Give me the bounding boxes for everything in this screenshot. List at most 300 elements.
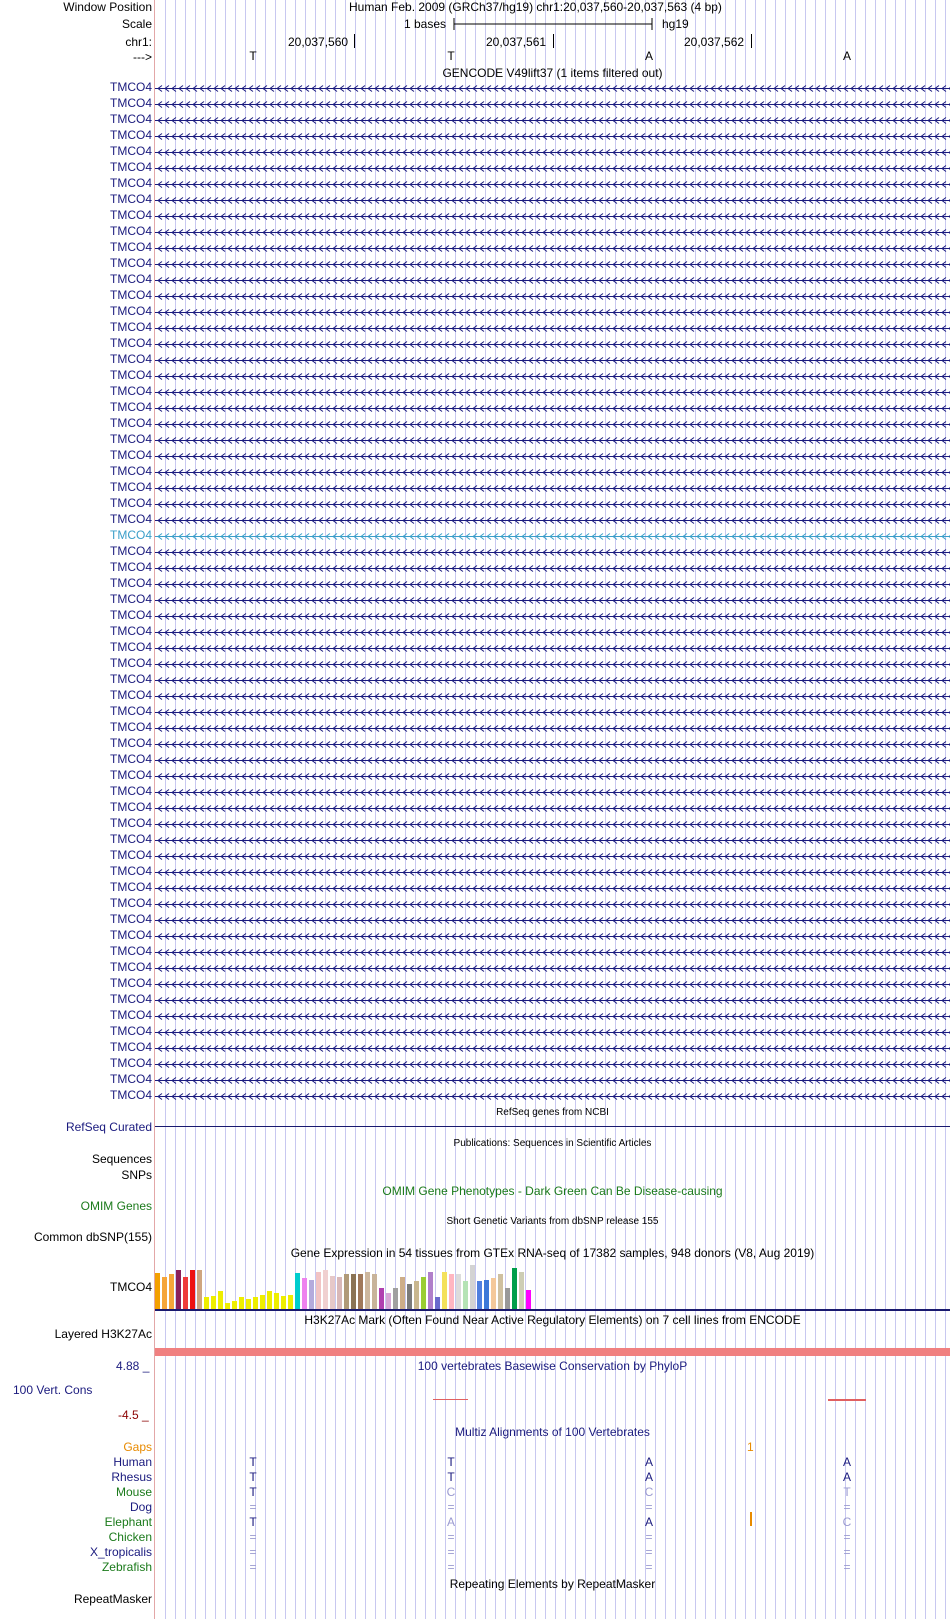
alignment-base: A — [842, 1455, 851, 1469]
gencode-transcript-row[interactable] — [0, 1072, 950, 1088]
transcript-gene-label[interactable]: TMCO4 — [110, 352, 152, 366]
transcript-intron-line[interactable] — [155, 97, 950, 111]
gencode-transcript-row[interactable] — [0, 1024, 950, 1040]
transcript-gene-label[interactable]: TMCO4 — [110, 864, 152, 878]
ref-base-4: A — [842, 49, 851, 63]
transcript-intron-line[interactable] — [155, 385, 950, 399]
transcript-intron-line[interactable] — [155, 241, 950, 255]
refseq-track-title: RefSeq genes from NCBI — [496, 1107, 609, 1118]
transcript-gene-label[interactable]: TMCO4 — [110, 128, 152, 142]
gtex-tissue-bar[interactable] — [470, 1265, 475, 1309]
gencode-transcript-row[interactable] — [0, 560, 950, 576]
gencode-transcript-row[interactable] — [0, 256, 950, 272]
species-label-dog[interactable]: Dog — [129, 1500, 152, 1514]
transcript-gene-label[interactable]: TMCO4 — [110, 688, 152, 702]
transcript-gene-label[interactable]: TMCO4 — [110, 624, 152, 638]
transcript-gene-label[interactable]: TMCO4 — [110, 976, 152, 990]
gencode-transcript-row[interactable] — [0, 224, 950, 240]
gtex-tissue-bar[interactable] — [169, 1274, 174, 1309]
refseq-gene-line[interactable] — [155, 1126, 950, 1127]
gencode-transcript-row[interactable] — [0, 144, 950, 160]
transcript-intron-line[interactable] — [155, 305, 950, 319]
gtex-tissue-bar[interactable] — [260, 1295, 265, 1309]
transcript-gene-label[interactable]: TMCO4 — [110, 816, 152, 830]
alignment-base: = — [447, 1530, 455, 1544]
ref-base-3: A — [644, 49, 653, 63]
gencode-transcript-row[interactable] — [0, 416, 950, 432]
transcript-intron-line[interactable] — [155, 545, 950, 559]
gencode-transcript-row[interactable] — [0, 96, 950, 112]
transcript-gene-label[interactable]: TMCO4 — [110, 992, 152, 1006]
position-tick-1: 20,037,560 — [288, 35, 349, 49]
transcript-intron-line[interactable] — [155, 577, 950, 591]
alignment-base: C — [842, 1515, 852, 1529]
transcript-intron-line[interactable] — [155, 1009, 950, 1023]
transcript-intron-line[interactable] — [155, 785, 950, 799]
gtex-tissue-bar[interactable] — [463, 1281, 468, 1309]
gtex-tissue-bar[interactable] — [337, 1277, 342, 1309]
gtex-tissue-bar[interactable] — [526, 1290, 531, 1309]
alignment-base: A — [644, 1455, 653, 1469]
gencode-transcript-row[interactable] — [0, 832, 950, 848]
transcript-intron-line[interactable] — [155, 657, 950, 671]
transcript-gene-label[interactable]: TMCO4 — [110, 208, 152, 222]
gencode-transcript-row[interactable] — [0, 704, 950, 720]
transcript-intron-line[interactable] — [155, 977, 950, 991]
gencode-transcript-row[interactable] — [0, 208, 950, 224]
gencode-transcript-row[interactable] — [0, 608, 950, 624]
gtex-tissue-bar[interactable] — [288, 1295, 293, 1309]
species-label-chicken[interactable]: Chicken — [108, 1530, 152, 1544]
gtex-tissue-bar[interactable] — [267, 1291, 272, 1309]
gencode-transcript-row[interactable] — [0, 192, 950, 208]
h3k27ac-signal[interactable] — [155, 1348, 950, 1356]
gencode-transcript-row[interactable] — [0, 160, 950, 176]
gencode-transcript-row[interactable] — [0, 816, 950, 832]
transcript-intron-line[interactable] — [155, 1041, 950, 1055]
alignment-base: = — [249, 1530, 257, 1544]
gencode-transcript-row[interactable] — [0, 240, 950, 256]
h3k27ac-track-label[interactable]: Layered H3K27Ac — [54, 1327, 152, 1341]
transcript-intron-line[interactable] — [155, 945, 950, 959]
gtex-tissue-bar[interactable] — [414, 1281, 419, 1309]
gtex-tissue-bar[interactable] — [204, 1297, 209, 1309]
gtex-tissue-bar[interactable] — [505, 1288, 510, 1309]
transcript-gene-label[interactable]: TMCO4 — [110, 256, 152, 270]
gencode-transcript-row[interactable] — [0, 688, 950, 704]
transcript-intron-line[interactable] — [155, 689, 950, 703]
transcript-intron-line[interactable] — [155, 81, 950, 95]
transcript-gene-label[interactable]: TMCO4 — [110, 1088, 152, 1102]
transcript-gene-label[interactable]: TMCO4 — [110, 832, 152, 846]
transcript-intron-line[interactable] — [155, 849, 950, 863]
gencode-transcript-row[interactable] — [0, 432, 950, 448]
gencode-transcript-row[interactable] — [0, 976, 950, 992]
gtex-tissue-bar[interactable] — [456, 1274, 461, 1309]
transcript-gene-label[interactable]: TMCO4 — [110, 640, 152, 654]
gtex-tissue-bar[interactable] — [162, 1277, 167, 1309]
transcript-intron-line[interactable] — [155, 129, 950, 143]
omim-track-label[interactable]: OMIM Genes — [80, 1199, 152, 1213]
gencode-transcript-row[interactable] — [0, 352, 950, 368]
transcript-intron-line[interactable] — [155, 273, 950, 287]
gtex-tissue-bar[interactable] — [281, 1296, 286, 1309]
gtex-tissue-bar[interactable] — [330, 1276, 335, 1309]
gencode-transcript-row[interactable] — [0, 384, 950, 400]
transcript-intron-line[interactable] — [155, 529, 950, 543]
gtex-tissue-bar[interactable] — [316, 1272, 321, 1309]
transcript-intron-line[interactable] — [155, 481, 950, 495]
species-label-rhesus[interactable]: Rhesus — [111, 1470, 152, 1484]
gencode-transcript-row[interactable] — [0, 528, 950, 544]
transcript-gene-label[interactable]: TMCO4 — [110, 448, 152, 462]
gtex-tissue-bar[interactable] — [512, 1268, 517, 1309]
alignment-base: T — [249, 1455, 257, 1469]
transcript-intron-line[interactable] — [155, 433, 950, 447]
omim-track-title: OMIM Gene Phenotypes - Dark Green Can Be Disease-causing — [382, 1184, 723, 1198]
gencode-transcript-row[interactable] — [0, 1056, 950, 1072]
gtex-tissue-bar[interactable] — [372, 1274, 377, 1309]
gencode-transcript-row[interactable] — [0, 848, 950, 864]
transcript-gene-label[interactable]: TMCO4 — [110, 480, 152, 494]
gtex-tissue-bar[interactable] — [358, 1274, 363, 1309]
transcript-intron-line[interactable] — [155, 1057, 950, 1071]
alignment-base: = — [645, 1560, 653, 1574]
gencode-transcript-row[interactable] — [0, 400, 950, 416]
transcript-gene-label[interactable]: TMCO4 — [110, 912, 152, 926]
gencode-transcript-row[interactable] — [0, 304, 950, 320]
gtex-tissue-bar[interactable] — [407, 1284, 412, 1309]
refseq-track-label[interactable]: RefSeq Curated — [65, 1120, 152, 1134]
position-tick-mark-3 — [751, 34, 752, 48]
transcript-gene-label[interactable]: TMCO4 — [110, 1008, 152, 1022]
gencode-transcript-row[interactable] — [0, 336, 950, 352]
transcript-intron-line[interactable] — [155, 721, 950, 735]
alignment-base: = — [249, 1545, 257, 1559]
publications-snps-label[interactable]: SNPs — [121, 1168, 152, 1182]
phylop-signal-4 — [828, 1399, 866, 1401]
gencode-transcript-row[interactable] — [0, 800, 950, 816]
transcript-gene-label[interactable]: TMCO4 — [110, 224, 152, 238]
transcript-intron-line[interactable] — [155, 417, 950, 431]
transcript-intron-line[interactable] — [155, 993, 950, 1007]
transcript-intron-line[interactable] — [155, 961, 950, 975]
gencode-transcript-row[interactable] — [0, 960, 950, 976]
transcript-gene-label[interactable]: TMCO4 — [110, 1040, 152, 1054]
transcript-gene-label[interactable]: TMCO4 — [110, 96, 152, 110]
species-label-mouse[interactable]: Mouse — [115, 1485, 152, 1499]
gencode-transcript-row[interactable] — [0, 80, 950, 96]
transcript-gene-label[interactable]: TMCO4 — [110, 192, 152, 206]
gtex-expression-bars[interactable] — [155, 1263, 535, 1309]
transcript-intron-line[interactable] — [155, 769, 950, 783]
transcript-gene-label[interactable]: TMCO4 — [110, 544, 152, 558]
gtex-tissue-bar[interactable] — [232, 1301, 237, 1309]
gencode-track-title: GENCODE V49lift37 (1 items filtered out) — [442, 66, 663, 80]
transcript-gene-label[interactable]: TMCO4 — [110, 928, 152, 942]
gtex-tissue-bar[interactable] — [393, 1288, 398, 1309]
alignment-base: = — [843, 1545, 851, 1559]
gencode-transcript-row[interactable] — [0, 288, 950, 304]
gencode-transcript-row[interactable] — [0, 784, 950, 800]
gencode-transcript-row[interactable] — [0, 944, 950, 960]
gtex-tissue-bar[interactable] — [253, 1297, 258, 1309]
transcript-gene-label[interactable]: TMCO4 — [110, 1072, 152, 1086]
transcript-gene-label[interactable]: TMCO4 — [110, 288, 152, 302]
transcript-gene-label[interactable]: TMCO4 — [110, 528, 152, 542]
transcript-gene-label[interactable]: TMCO4 — [110, 144, 152, 158]
species-label-x_tropicalis[interactable]: X_tropicalis — [89, 1545, 152, 1559]
gencode-transcript-row[interactable] — [0, 368, 950, 384]
repeatmasker-track-label[interactable]: RepeatMasker — [73, 1592, 152, 1606]
gtex-tissue-bar[interactable] — [421, 1277, 426, 1309]
transcript-intron-line[interactable] — [155, 465, 950, 479]
transcript-intron-line[interactable] — [155, 113, 950, 127]
transcript-gene-label[interactable]: TMCO4 — [110, 784, 152, 798]
gencode-transcript-row[interactable] — [0, 912, 950, 928]
gencode-transcript-row[interactable] — [0, 864, 950, 880]
transcript-gene-label[interactable]: TMCO4 — [110, 1024, 152, 1038]
alignment-base: = — [249, 1560, 257, 1574]
gtex-tissue-bar[interactable] — [190, 1270, 195, 1309]
gencode-transcript-row[interactable] — [0, 544, 950, 560]
gtex-tissue-bar[interactable] — [519, 1272, 524, 1309]
gtex-tissue-bar[interactable] — [379, 1288, 384, 1309]
transcript-intron-line[interactable] — [155, 161, 950, 175]
alignment-base: T — [447, 1455, 455, 1469]
gtex-tissue-bar[interactable] — [302, 1278, 307, 1309]
gencode-transcript-row[interactable] — [0, 880, 950, 896]
transcript-intron-line[interactable] — [155, 337, 950, 351]
gtex-tissue-bar[interactable] — [484, 1280, 489, 1309]
transcript-intron-line[interactable] — [155, 1025, 950, 1039]
gtex-tissue-bar[interactable] — [239, 1297, 244, 1309]
transcript-gene-label[interactable]: TMCO4 — [110, 336, 152, 350]
gtex-tissue-bar[interactable] — [155, 1273, 160, 1309]
transcript-intron-line[interactable] — [155, 145, 950, 159]
gencode-transcript-row[interactable] — [0, 624, 950, 640]
transcript-gene-label[interactable]: TMCO4 — [110, 272, 152, 286]
transcript-gene-label[interactable]: TMCO4 — [110, 112, 152, 126]
gencode-transcript-row[interactable] — [0, 512, 950, 528]
gtex-track-label[interactable]: TMCO4 — [110, 1280, 152, 1294]
scale-value: 1 bases — [404, 17, 447, 31]
transcript-gene-label[interactable]: TMCO4 — [110, 384, 152, 398]
transcript-gene-label[interactable]: TMCO4 — [110, 1056, 152, 1070]
gtex-tissue-bar[interactable] — [442, 1272, 447, 1309]
transcript-intron-line[interactable] — [155, 1089, 950, 1103]
transcript-intron-line[interactable] — [155, 353, 950, 367]
gtex-tissue-bar[interactable] — [477, 1281, 482, 1309]
transcript-intron-line[interactable] — [155, 913, 950, 927]
gtex-tissue-bar[interactable] — [295, 1273, 300, 1309]
transcript-gene-label[interactable]: TMCO4 — [110, 896, 152, 910]
transcript-intron-line[interactable] — [155, 737, 950, 751]
alignment-base: T — [249, 1485, 257, 1499]
gtex-tissue-bar[interactable] — [183, 1277, 188, 1309]
transcript-gene-label[interactable]: TMCO4 — [110, 768, 152, 782]
transcript-intron-line[interactable] — [155, 177, 950, 191]
species-label-human[interactable]: Human — [113, 1455, 152, 1469]
gtex-tissue-bar[interactable] — [197, 1270, 202, 1309]
gencode-transcript-row[interactable] — [0, 736, 950, 752]
transcript-intron-line[interactable] — [155, 673, 950, 687]
transcript-gene-label[interactable]: TMCO4 — [110, 704, 152, 718]
ref-base-1: T — [249, 49, 257, 63]
gencode-transcript-row[interactable] — [0, 128, 950, 144]
transcript-intron-line[interactable] — [155, 257, 950, 271]
gencode-transcript-row[interactable] — [0, 112, 950, 128]
alignment-base: T — [447, 1470, 455, 1484]
transcript-gene-label[interactable]: TMCO4 — [110, 576, 152, 590]
gtex-tissue-bar[interactable] — [386, 1293, 391, 1309]
transcript-gene-label[interactable]: TMCO4 — [110, 80, 152, 94]
gtex-tissue-bar[interactable] — [309, 1280, 314, 1309]
transcript-gene-label[interactable]: TMCO4 — [110, 176, 152, 190]
transcript-intron-line[interactable] — [155, 897, 950, 911]
transcript-gene-label[interactable]: TMCO4 — [110, 400, 152, 414]
gtex-tissue-bar[interactable] — [218, 1291, 223, 1309]
gaps-mark: 1 — [747, 1440, 754, 1454]
gencode-transcript-row[interactable] — [0, 1008, 950, 1024]
transcript-intron-line[interactable] — [155, 209, 950, 223]
transcript-intron-line[interactable] — [155, 641, 950, 655]
transcript-gene-label[interactable]: TMCO4 — [110, 304, 152, 318]
transcript-gene-label[interactable]: TMCO4 — [110, 736, 152, 750]
transcript-gene-label[interactable]: TMCO4 — [110, 512, 152, 526]
transcript-gene-label[interactable]: TMCO4 — [110, 752, 152, 766]
species-label-zebrafish[interactable]: Zebrafish — [101, 1560, 152, 1574]
transcript-gene-label[interactable]: TMCO4 — [110, 880, 152, 894]
transcript-intron-line[interactable] — [155, 865, 950, 879]
transcript-gene-label[interactable]: TMCO4 — [110, 432, 152, 446]
transcript-gene-label[interactable]: TMCO4 — [110, 240, 152, 254]
publications-sequences-label[interactable]: Sequences — [91, 1152, 152, 1166]
transcript-gene-label[interactable]: TMCO4 — [110, 944, 152, 958]
gencode-transcript-row[interactable] — [0, 640, 950, 656]
transcript-intron-line[interactable] — [155, 225, 950, 239]
transcript-intron-line[interactable] — [155, 881, 950, 895]
transcript-intron-line[interactable] — [155, 289, 950, 303]
gencode-transcript-row[interactable] — [0, 464, 950, 480]
gencode-transcript-row[interactable] — [0, 320, 950, 336]
species-label-elephant[interactable]: Elephant — [104, 1515, 152, 1529]
gaps-label[interactable]: Gaps — [123, 1440, 152, 1454]
gencode-transcript-row[interactable] — [0, 992, 950, 1008]
gtex-tissue-bar[interactable] — [365, 1272, 370, 1309]
gencode-transcript-row[interactable] — [0, 752, 950, 768]
transcript-gene-label[interactable]: TMCO4 — [110, 960, 152, 974]
gencode-transcript-row[interactable] — [0, 496, 950, 512]
transcript-gene-label[interactable]: TMCO4 — [110, 800, 152, 814]
gencode-transcript-row[interactable] — [0, 672, 950, 688]
alignment-base: A — [644, 1470, 653, 1484]
transcript-intron-line[interactable] — [155, 753, 950, 767]
gtex-track-title: Gene Expression in 54 tissues from GTEx RNA-seq of 17382 samples, 948 donors (V8, Aug 2019) — [290, 1246, 815, 1260]
transcript-intron-line[interactable] — [155, 497, 950, 511]
transcript-intron-line[interactable] — [155, 513, 950, 527]
transcript-intron-line[interactable] — [155, 561, 950, 575]
gtex-tissue-bar[interactable] — [351, 1274, 356, 1309]
gtex-tissue-bar[interactable] — [176, 1270, 181, 1309]
gencode-transcript-row[interactable] — [0, 1040, 950, 1056]
gtex-tissue-bar[interactable] — [274, 1293, 279, 1309]
transcript-intron-line[interactable] — [155, 833, 950, 847]
gtex-tissue-bar[interactable] — [435, 1297, 440, 1309]
transcript-gene-label[interactable]: TMCO4 — [110, 464, 152, 478]
publications-track-title: Publications: Sequences in Scientific Articles — [453, 1138, 652, 1149]
transcript-gene-label[interactable]: TMCO4 — [110, 320, 152, 334]
strand-label: ---> — [133, 50, 152, 64]
transcript-intron-line[interactable] — [155, 369, 950, 383]
phylop-track-label[interactable]: 100 Vert. Cons — [13, 1383, 93, 1397]
transcript-gene-label[interactable]: TMCO4 — [110, 160, 152, 174]
transcript-intron-line[interactable] — [155, 401, 950, 415]
scale-label: Scale — [121, 17, 152, 31]
gtex-tissue-bar[interactable] — [449, 1274, 454, 1309]
gencode-transcript-row[interactable] — [0, 928, 950, 944]
transcript-gene-label[interactable]: TMCO4 — [110, 416, 152, 430]
transcript-intron-line[interactable] — [155, 593, 950, 607]
gtex-tissue-bar[interactable] — [400, 1277, 405, 1309]
gtex-tissue-bar[interactable] — [344, 1274, 349, 1309]
gtex-tissue-bar[interactable] — [491, 1278, 496, 1309]
transcript-gene-label[interactable]: TMCO4 — [110, 368, 152, 382]
gtex-tissue-bar[interactable] — [211, 1296, 216, 1309]
gencode-transcript-row[interactable] — [0, 176, 950, 192]
gencode-transcript-row[interactable] — [0, 896, 950, 912]
gencode-transcript-row[interactable] — [0, 720, 950, 736]
transcript-intron-line[interactable] — [155, 817, 950, 831]
assembly-label: hg19 — [662, 17, 689, 31]
transcript-intron-line[interactable] — [155, 705, 950, 719]
transcript-intron-line[interactable] — [155, 801, 950, 815]
transcript-gene-label[interactable]: TMCO4 — [110, 608, 152, 622]
transcript-intron-line[interactable] — [155, 929, 950, 943]
gtex-tissue-bar[interactable] — [428, 1272, 433, 1309]
transcript-intron-line[interactable] — [155, 449, 950, 463]
gencode-transcript-row[interactable] — [0, 768, 950, 784]
transcript-intron-line[interactable] — [155, 625, 950, 639]
gencode-transcript-row[interactable] — [0, 448, 950, 464]
transcript-intron-line[interactable] — [155, 609, 950, 623]
gencode-transcript-row[interactable] — [0, 1088, 950, 1104]
transcript-gene-label[interactable]: TMCO4 — [110, 656, 152, 670]
transcript-intron-line[interactable] — [155, 193, 950, 207]
gencode-transcript-row[interactable] — [0, 480, 950, 496]
transcript-intron-line[interactable] — [155, 1073, 950, 1087]
transcript-gene-label[interactable]: TMCO4 — [110, 720, 152, 734]
gencode-transcript-row[interactable] — [0, 272, 950, 288]
gtex-tissue-bar[interactable] — [323, 1270, 328, 1309]
transcript-gene-label[interactable]: TMCO4 — [110, 672, 152, 686]
transcript-gene-label[interactable]: TMCO4 — [110, 592, 152, 606]
gencode-transcript-row[interactable] — [0, 592, 950, 608]
gencode-transcript-row[interactable] — [0, 576, 950, 592]
alignment-base: = — [645, 1500, 653, 1514]
transcript-gene-label[interactable]: TMCO4 — [110, 560, 152, 574]
phylop-signal-2 — [433, 1399, 468, 1400]
gtex-tissue-bar[interactable] — [498, 1274, 503, 1309]
transcript-gene-label[interactable]: TMCO4 — [110, 496, 152, 510]
gtex-tissue-bar[interactable] — [246, 1299, 251, 1309]
dbsnp-track-label[interactable]: Common dbSNP(155) — [33, 1230, 152, 1244]
alignment-base: C — [644, 1485, 654, 1499]
alignment-base: A — [446, 1515, 455, 1529]
transcript-gene-label[interactable]: TMCO4 — [110, 848, 152, 862]
transcript-intron-line[interactable] — [155, 321, 950, 335]
gencode-transcript-row[interactable] — [0, 656, 950, 672]
